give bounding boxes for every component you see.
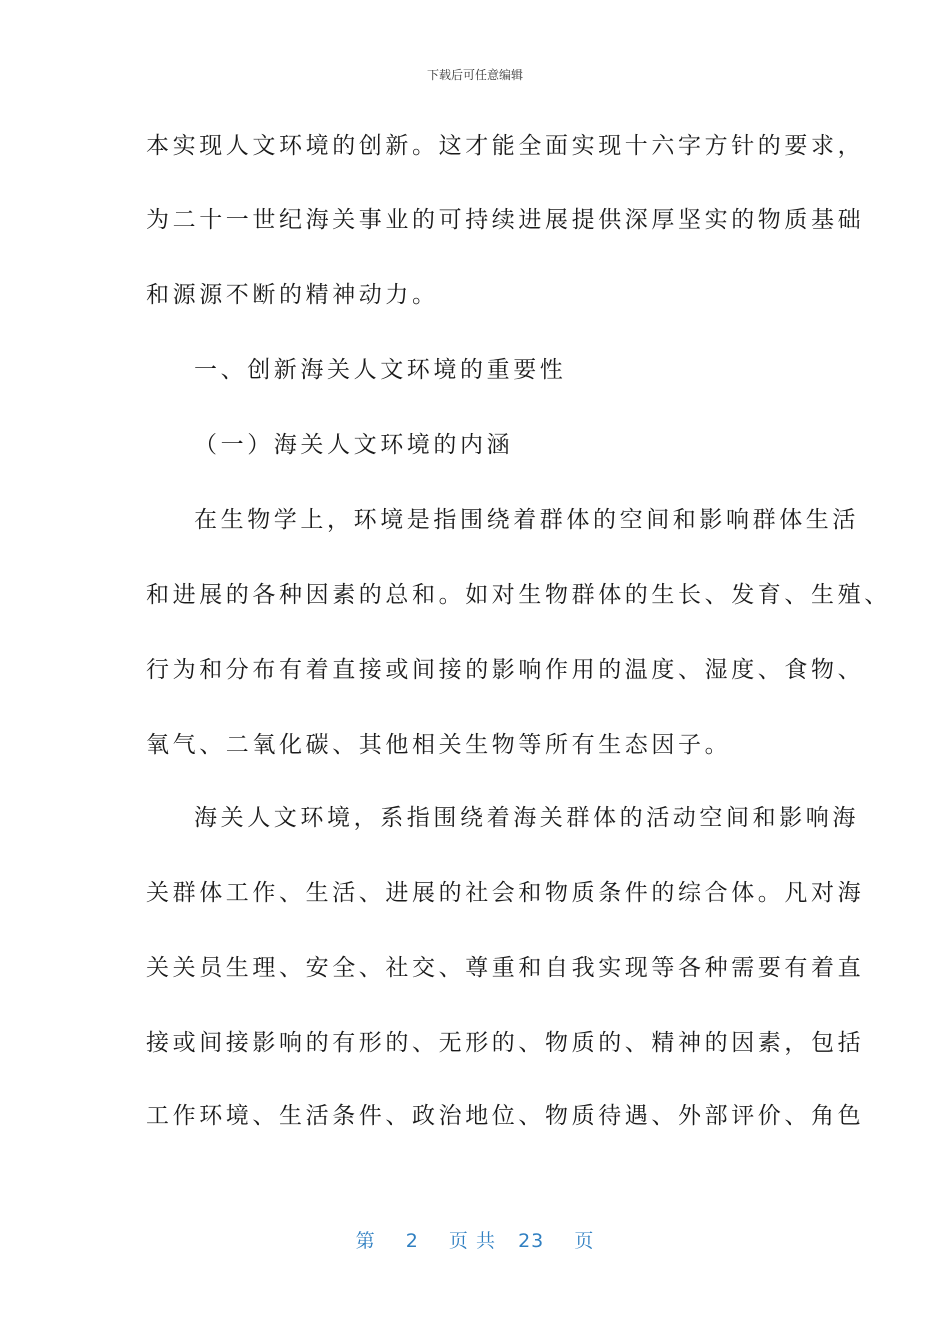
body-line: 在生物学上，环境是指围绕着群体的空间和影响群体生活 xyxy=(194,507,859,533)
body-line: 工作环境、生活条件、政治地位、物质待遇、外部评价、角色 xyxy=(146,1103,865,1129)
body-line: 关关员生理、安全、社交、尊重和自我实现等各种需要有着直 xyxy=(146,955,865,981)
body-line: 和进展的各种因素的总和。如对生物群体的生长、发育、生殖、 xyxy=(146,582,891,608)
footer-suffix: 页 xyxy=(574,1230,595,1252)
subsection-heading: （一）海关人文环境的内涵 xyxy=(194,432,514,458)
body-line: 接或间接影响的有形的、无形的、物质的、精神的因素，包括 xyxy=(146,1030,865,1056)
page-footer xyxy=(0,1226,950,1253)
header-note: 下载后可任意编辑 xyxy=(426,68,523,82)
footer-middle: 页 共 xyxy=(448,1230,496,1252)
body-line: 关群体工作、生活、进展的社会和物质条件的综合体。凡对海 xyxy=(146,880,865,906)
body-line: 为二十一世纪海关事业的可持续进展提供深厚坚实的物质基础 xyxy=(146,207,865,233)
footer-prefix: 第 xyxy=(355,1230,376,1252)
body-line: 海关人文环境，系指围绕着海关群体的活动空间和影响海 xyxy=(194,805,859,831)
body-line: 和源源不断的精神动力。 xyxy=(146,282,439,308)
body-line: 氧气、二氧化碳、其他相关生物等所有生态因子。 xyxy=(146,732,732,758)
body-line: 本实现人文环境的创新。这才能全面实现十六字方针的要求， xyxy=(146,133,865,159)
total-pages-number: 23 xyxy=(518,1230,545,1252)
current-page-number: 2 xyxy=(405,1230,419,1252)
section-heading: 一、创新海关人文环境的重要性 xyxy=(194,357,567,383)
body-line: 行为和分布有着直接或间接的影响作用的温度、湿度、食物、 xyxy=(146,657,865,683)
